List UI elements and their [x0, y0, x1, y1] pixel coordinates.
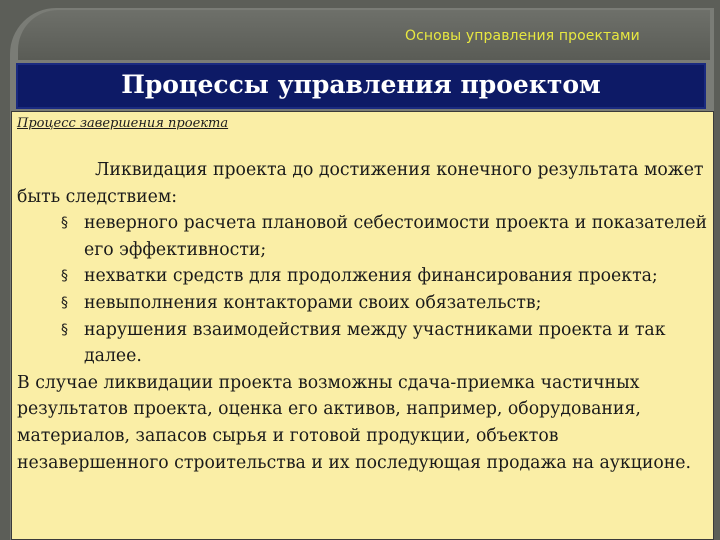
bullet-list [17, 210, 715, 370]
conclusion-paragraph: В случае ликвидации проекта возможны сдача-приемка частичных результатов проекта, оценка его активов, например, оборудования, материалов, запасов сырья и готовой продукции, объектов незавершенного строительства и их последующая продажа на аукционе. [17, 372, 692, 473]
intro-paragraph: Ликвидация проекта до достижения конечного результата может быть следствием: [17, 160, 704, 207]
bullet-marker-icon: § [61, 215, 68, 232]
title-bar [16, 63, 706, 109]
bullet-text: невыполнения контакторами своих обязательств; [84, 292, 542, 313]
list-item [17, 210, 715, 263]
body-text [17, 157, 715, 476]
bullet-text: нехватки средств для продолжения финансирования проекта; [84, 266, 658, 287]
list-item [17, 290, 715, 317]
section-label: Процесс завершения проекта [17, 116, 229, 131]
bullet-marker-icon: § [61, 294, 68, 311]
course-subtitle: Основы управления проектами [405, 28, 640, 44]
bullet-text: неверного расчета плановой себестоимости проекта и показателей его эффективности; [84, 213, 707, 260]
content-panel [11, 111, 714, 540]
bullet-marker-icon: § [61, 268, 68, 285]
slide-title: Процессы управления проектом [121, 70, 601, 99]
bullet-marker-icon: § [61, 321, 68, 338]
bullet-text: нарушения взаимодействия между участниками проекта и так далее. [84, 319, 666, 367]
list-item [17, 263, 715, 290]
list-item [17, 317, 715, 370]
